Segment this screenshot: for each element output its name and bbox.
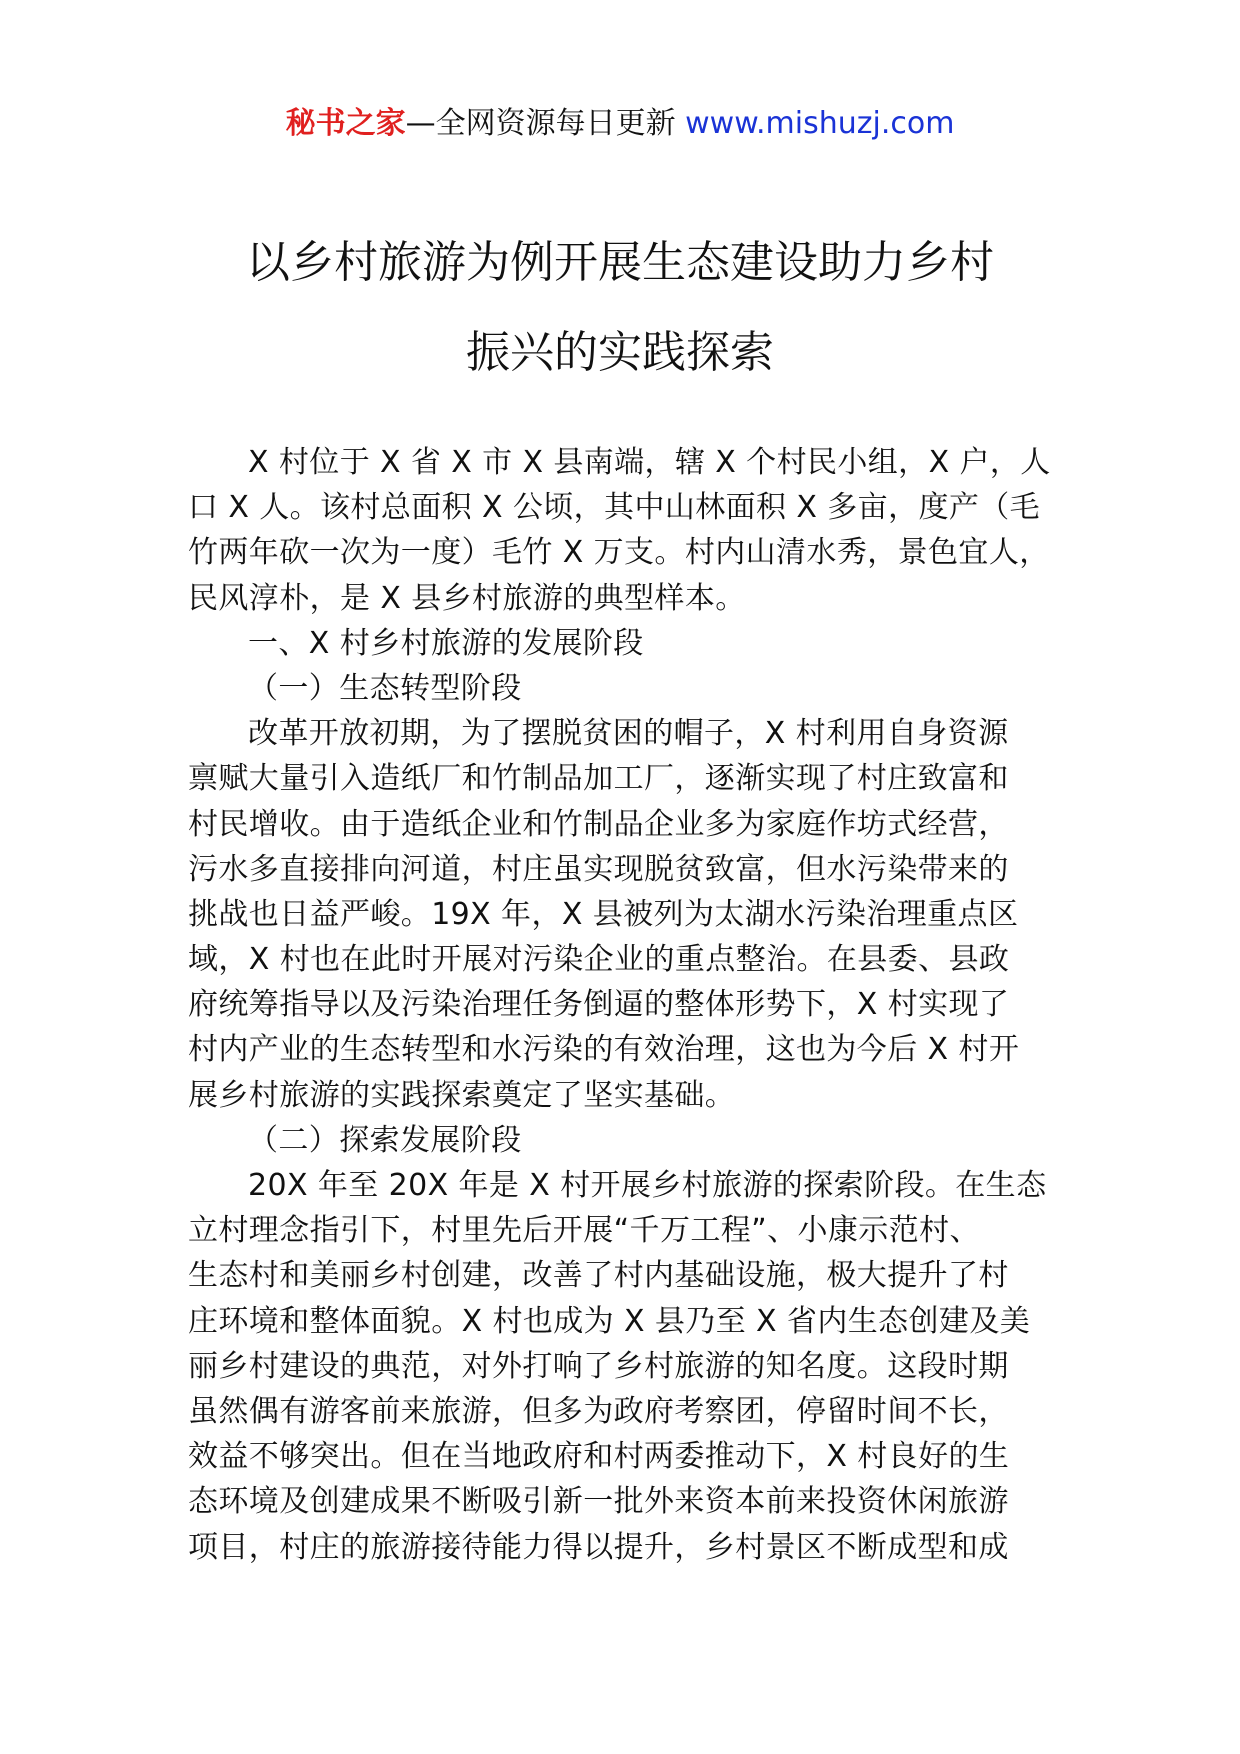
site-header bbox=[0, 100, 1240, 148]
header-tagline: —全网资源每日更新 bbox=[405, 106, 686, 141]
body-line: 挑战也日益严峻。19X 年，X 县被列为太湖水污染治理重点区 bbox=[188, 896, 1019, 932]
body-line: 村内产业的生态转型和水污染的有效治理，这也为今后 X 村开 bbox=[188, 1032, 1020, 1068]
site-url[interactable]: www.mishuzj.com bbox=[685, 106, 955, 141]
body-line: 生态村和美丽乡村创建，改善了村内基础设施，极大提升了村 bbox=[188, 1258, 1009, 1294]
body-line: 虽然偶有游客前来旅游，但多为政府考察团，停留时间不长， bbox=[188, 1393, 1009, 1429]
document-body bbox=[188, 440, 1088, 1570]
body-line: 改革开放初期，为了摆脱贫困的帽子，X 村利用自身资源 bbox=[248, 716, 1009, 752]
body-line: 禀赋大量引入造纸厂和竹制品加工厂，逐渐实现了村庄致富和 bbox=[188, 761, 1009, 797]
body-line: 立村理念指引下，村里先后开展“千万工程”、小康示范村、 bbox=[188, 1213, 980, 1249]
body-line: 一、X 村乡村旅游的发展阶段 bbox=[248, 625, 644, 661]
body-line: 项目，村庄的旅游接待能力得以提升，乡村景区不断成型和成 bbox=[188, 1529, 1009, 1565]
body-line: 态环境及创建成果不断吸引新一批外来资本前来投资休闲旅游 bbox=[188, 1484, 1009, 1520]
body-line: 丽乡村建设的典范，对外打响了乡村旅游的知名度。这段时期 bbox=[188, 1348, 1009, 1384]
body-line: 20X 年至 20X 年是 X 村开展乡村旅游的探索阶段。在生态 bbox=[248, 1168, 1047, 1203]
body-line: 民风淳朴，是 X 县乡村旅游的典型样本。 bbox=[188, 580, 746, 616]
body-line: （一）生态转型阶段 bbox=[248, 670, 522, 706]
body-line: 口 X 人。该村总面积 X 公顷，其中山林面积 X 多亩，度产（毛 bbox=[188, 490, 1041, 526]
document-title-line-1: 以乡村旅游为例开展生态建设助力乡村 bbox=[246, 237, 994, 288]
brand-name: 秘书之家 bbox=[285, 106, 406, 141]
body-line: 庄环境和整体面貌。X 村也成为 X 县乃至 X 省内生态创建及美 bbox=[188, 1303, 1031, 1339]
body-line: 展乡村旅游的实践探索奠定了坚实基础。 bbox=[188, 1077, 736, 1113]
body-line: 效益不够突出。但在当地政府和村两委推动下，X 村良好的生 bbox=[188, 1439, 1010, 1475]
body-line: （二）探索发展阶段 bbox=[248, 1122, 522, 1158]
body-line: 村民增收。由于造纸企业和竹制品企业多为家庭作坊式经营， bbox=[188, 806, 1009, 842]
body-line: 污水多直接排向河道，村庄虽实现脱贫致富，但水污染带来的 bbox=[188, 851, 1009, 887]
body-line: 域，X 村也在此时开展对污染企业的重点整治。在县委、县政 bbox=[188, 942, 1010, 978]
body-line: 竹两年砍一次为一度）毛竹 X 万支。村内山清水秀，景色宜人， bbox=[188, 535, 1050, 571]
body-line: 府统筹指导以及污染治理任务倒逼的整体形势下，X 村实现了 bbox=[188, 987, 1010, 1023]
document-title-line-2: 振兴的实践探索 bbox=[466, 327, 774, 378]
body-line: X 村位于 X 省 X 市 X 县南端，辖 X 个村民小组，X 户，人 bbox=[248, 445, 1051, 480]
